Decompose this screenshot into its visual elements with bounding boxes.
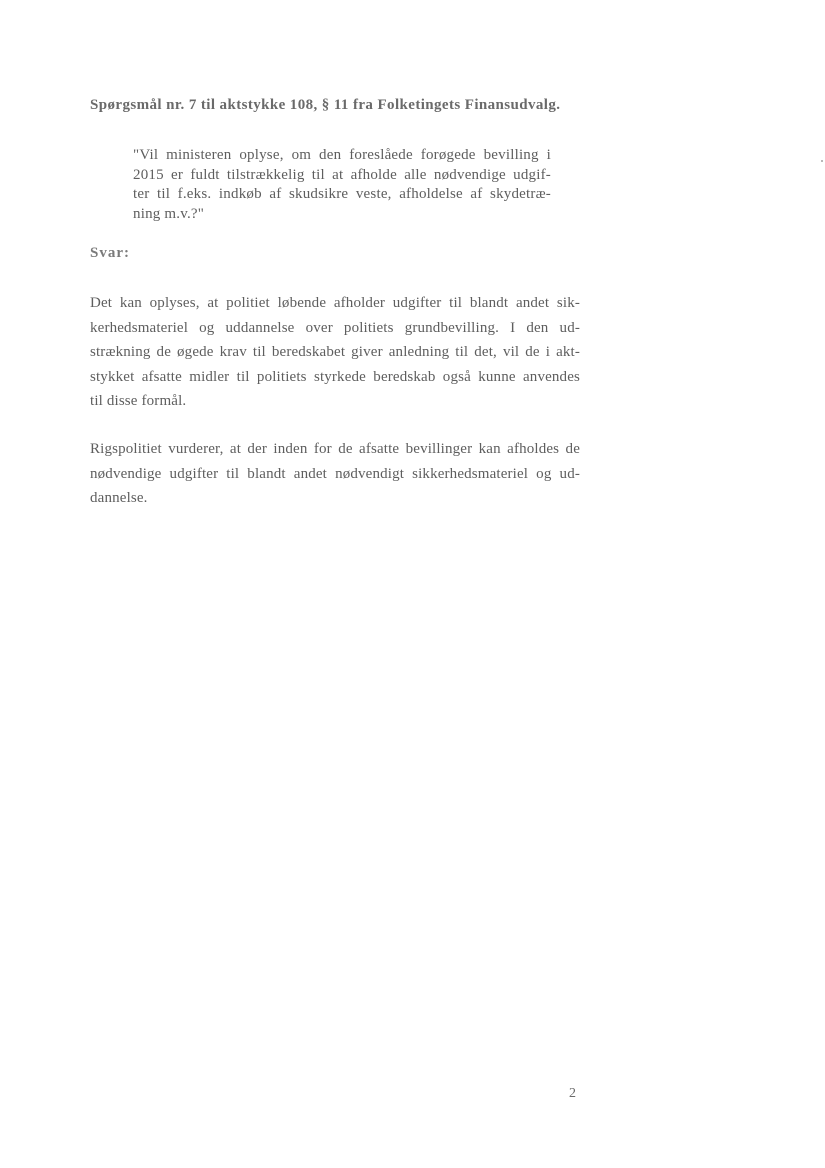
paragraph-line: strækning de øgede krav til beredskabet giver anledning til det, vil de i akt- xyxy=(90,344,580,360)
question-line: "Vil ministeren oplyse, om den foreslåede forøgede bevilling i xyxy=(133,147,551,163)
page-number: 2 xyxy=(569,1086,576,1101)
scan-speck xyxy=(821,160,823,162)
answer-paragraph-1 xyxy=(90,291,590,414)
paragraph-line: stykket afsatte midler til politiets styrkede beredskab også kunne anvendes xyxy=(90,368,580,385)
answer-paragraph-2 xyxy=(90,437,590,511)
paragraph-line: til disse formål. xyxy=(90,393,187,409)
answer-label: Svar: xyxy=(90,245,130,261)
paragraph-line: dannelse. xyxy=(90,490,148,506)
question-heading: Spørgsmål nr. 7 til aktstykke 108, § 11 fra Folketingets Finansudvalg. xyxy=(90,97,561,113)
question-quote xyxy=(133,146,563,224)
question-line: ter til f.eks. indkøb af skudsikre veste, afholdelse af skydetræ- xyxy=(133,186,551,202)
question-line: ning m.v.?" xyxy=(133,205,205,222)
paragraph-line: kerhedsmateriel og uddannelse over politiets grundbevilling. I den ud- xyxy=(90,319,580,336)
paragraph-line: Det kan oplyses, at politiet løbende afholder udgifter til blandt andet sik- xyxy=(90,295,580,311)
paragraph-line: Rigspolitiet vurderer, at der inden for de afsatte bevillinger kan afholdes de xyxy=(90,441,580,457)
paragraph-line: nødvendige udgifter til blandt andet nødvendigt sikkerhedsmateriel og ud- xyxy=(90,465,580,482)
question-line: 2015 er fuldt tilstrækkelig til at afholde alle nødvendige udgif- xyxy=(133,166,551,183)
